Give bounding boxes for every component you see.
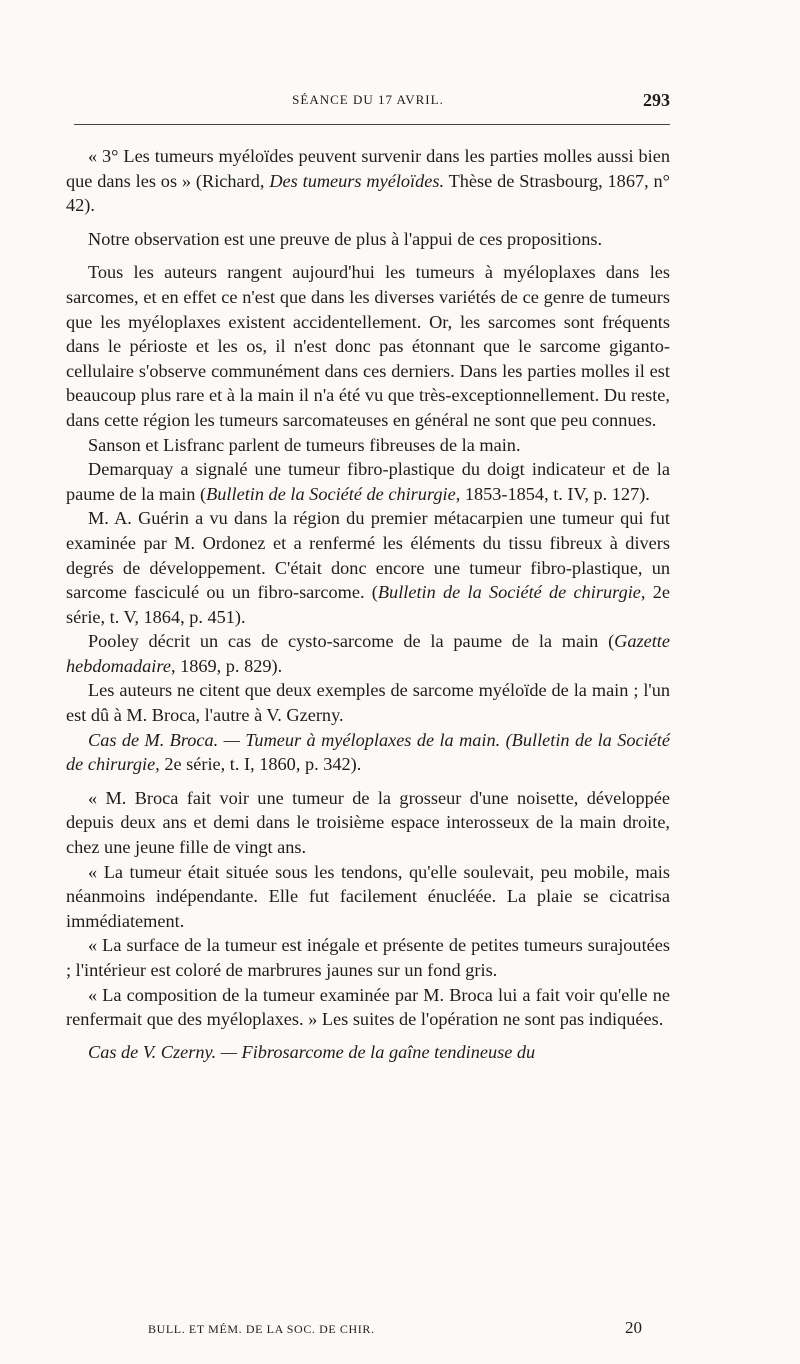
running-title: SÉANCE DU 17 AVRIL. (292, 92, 444, 107)
paragraph-broca-noisette: « M. Broca fait voir une tumeur de la grosseur d'une noisette, développée depuis deux ans et demi dans le troisième espace interosseux de la main droite, chez une jeune fille de vingt ans. (66, 787, 670, 858)
header-rule (74, 124, 670, 125)
page (66, 82, 670, 1337)
page-footer (148, 1318, 670, 1337)
page-number: 293 (643, 90, 670, 110)
body-text (66, 144, 670, 1064)
paragraph-pooley: Pooley décrit un cas de cysto-sarcome de la paume de la main (Gazette hebdomadaire, 1869, p. 829). (66, 631, 670, 676)
paragraph-surface: « La surface de la tumeur est inégale et présente de petites tumeurs surajoutées ; l'intérieur est coloré de marbrures jaunes sur un fond gris. (66, 935, 670, 980)
paragraph-demarquay: Demarquay a signalé une tumeur fibro-plastique du doigt indicateur et de la paume de la main (Bulletin de la Société de chirurgie, 1853-1854, t. IV, p. 127). (66, 459, 670, 504)
paragraph-guerin: M. A. Guérin a vu dans la région du premier métacarpien une tumeur qui fut examinée par M. Ordonez et a renfermé les éléments du tissu fibreux à divers degrés de développement. C'était donc encore une tumeur fibro-plastique, un sarcome fasciculé ou un fibro-sarcome. (Bulletin de la Société de chirurgie, 2e série, t. V, 1864, p. 451). (66, 508, 670, 627)
paragraph-composition: « La composition de la tumeur examinée par M. Broca lui a fait voir qu'elle ne renfermait que des myéloplaxes. » Les suites de l'opération ne sont pas indiquées. (66, 984, 670, 1030)
paragraph-two-examples: Les auteurs ne citent que deux exemples de sarcome myéloïde de la main ; l'un est dû à M. Broca, l'autre à V. Gzerny. (66, 680, 670, 726)
paragraph-observation: Notre observation est une preuve de plus à l'appui de ces propositions. (88, 228, 603, 249)
paragraph-tumeur-tendons: « La tumeur était située sous les tendons, qu'elle soulevait, peu mobile, mais néanmoins indépendante. Elle fut facilement énucléée. La plaie se cicatrisa immédiatement. (66, 861, 670, 931)
paragraph-authors: Tous les auteurs rangent aujourd'hui les tumeurs à myéloplaxes dans les sarcomes, et en effet ce n'est que dans les diverses variétés de ce genre de tumeurs que les myéloplaxes existent accidentellement. Or, les sarcomes sont fréquents dans le périoste et les os, il n'est donc pas étonnant que le sarcome giganto-cellulaire s'observe communément dans ces derniers. Dans les parties molles il est beaucoup plus rare et à la main il n'a été vu que très-exceptionnellement. Du reste, dans cette région les tumeurs sarcomateuses en général ne sont que peu connues. (66, 262, 670, 430)
journal-line: BULL. ET MÉM. DE LA SOC. DE CHIR. (148, 1322, 375, 1336)
paragraph-case-broca: Cas de M. Broca. — Tumeur à myéloplaxes de la main. (Bulletin de la Société de chirurgie, 2e série, t. I, 1860, p. 342). (66, 729, 670, 775)
signature-mark: 20 (625, 1318, 642, 1337)
page-header (66, 82, 670, 108)
paragraph-quote-richard: « 3° Les tumeurs myéloïdes peuvent survenir dans les parties molles aussi bien que dans les os » (Richard, Des tumeurs myéloïdes. Thèse de Strasbourg, 1867, n° 42). (66, 146, 670, 216)
paragraph-sanson: Sanson et Lisfranc parlent de tumeurs fibreuses de la main. (88, 434, 521, 455)
paragraph-case-czerny: Cas de V. Czerny. — Fibrosarcome de la gaîne tendineuse du (88, 1041, 536, 1062)
